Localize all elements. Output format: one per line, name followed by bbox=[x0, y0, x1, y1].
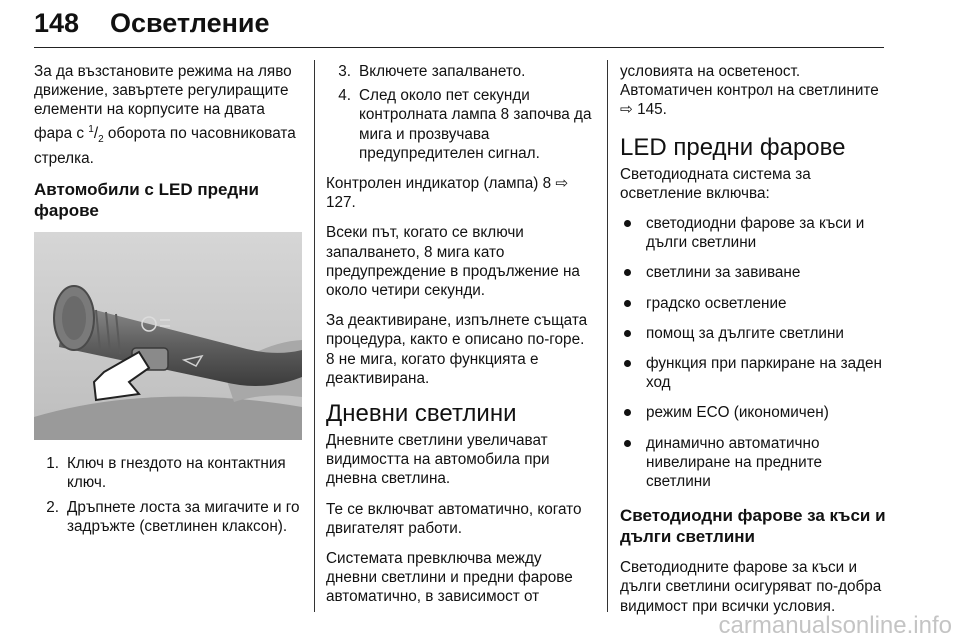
daytime-paragraph-3: Системата превключва между дневни светлини и предни фарове автоматично, в зависимост от bbox=[326, 550, 573, 606]
daytime-paragraph-2: Те се включват автоматично, когато двигателят работи. bbox=[326, 500, 582, 537]
list-item: светлини за завиване bbox=[620, 263, 890, 282]
column-1 bbox=[34, 62, 302, 547]
list-item: 1. Ключ в гнездото на контактния ключ. bbox=[46, 455, 286, 492]
fraction-denominator: 2 bbox=[98, 133, 104, 145]
page-title: Осветление bbox=[110, 8, 270, 38]
led-system-intro: Светодиодната система за осветление включва: bbox=[620, 165, 811, 202]
list-item: функция при паркиране на заден ход bbox=[620, 354, 890, 392]
column-3 bbox=[620, 62, 890, 627]
list-item: помощ за дългите светлини bbox=[620, 324, 890, 343]
section-heading-daytime-lights: Дневни светлини bbox=[326, 400, 517, 428]
led-beam-paragraph: Светодиодните фарове за къси и дълги светлини осигуряват по-добра видимост при всички условия. bbox=[620, 559, 882, 615]
page-number: 148 bbox=[34, 8, 80, 38]
turn-signal-lever-illustration bbox=[34, 232, 302, 440]
column-2 bbox=[326, 62, 596, 618]
auto-light-reference: Автоматичен контрол на светлините ⇨ 145. bbox=[620, 82, 879, 119]
list-item: градско осветление bbox=[620, 294, 890, 313]
subheading-led-low-high-beam: Светодиодни фарове за къси и дълги светлини bbox=[620, 506, 886, 547]
intro-paragraph: За да възстановите режима на ляво движение, завъртете регулиращите елементи на корпусите на двата фара с $^1/_2$ оборота по часовниковата стрелка. bbox=[34, 63, 296, 167]
list-item: 3. Включете запалването. bbox=[338, 63, 526, 80]
fraction-numerator: 1 bbox=[88, 123, 94, 135]
indicator-paragraph: Контролен индикатор (лампа) 8 ⇨ 127. bbox=[326, 175, 569, 212]
section-heading-led: Автомобили с LED предни фарове bbox=[34, 180, 259, 221]
list-item: динамично автоматично нивелиране на предните светлини bbox=[620, 434, 890, 492]
column-divider-1 bbox=[314, 60, 315, 612]
deactivation-paragraph: За деактивиране, изпълнете същата процедура, както е описано по-горе. 8 не мига, когато функцията е деактивирана. bbox=[326, 312, 588, 387]
steps-list-2 bbox=[326, 62, 596, 163]
continued-paragraph: условията на осветеност. bbox=[620, 63, 801, 80]
led-features-list bbox=[620, 214, 890, 491]
daytime-paragraph-1: Дневните светлини увеличават видимостта на автомобила при дневна светлина. bbox=[326, 432, 550, 488]
ignition-paragraph: Всеки път, когато се включи запалването, 8 мига като предупреждение в продължение на около четири секунди. bbox=[326, 224, 580, 300]
list-item: режим ECO (икономичен) bbox=[620, 403, 890, 422]
header-rule bbox=[34, 47, 884, 48]
steps-list-1 bbox=[34, 454, 302, 536]
list-item: 2. Дръпнете лоста за мигачите и го задръжте (светлинен клаксон). bbox=[46, 498, 300, 535]
list-item: 4. След около пет секунди контролната лампа 8 започва да мига и прозвучава предупредителен сигнал. bbox=[338, 87, 592, 162]
section-heading-led-headlights: LED предни фарове bbox=[620, 133, 846, 161]
list-item: светодиодни фарове за къси и дълги светлини bbox=[620, 214, 890, 252]
watermark: carmanualsonline.info bbox=[718, 612, 952, 639]
column-divider-2 bbox=[607, 60, 608, 612]
